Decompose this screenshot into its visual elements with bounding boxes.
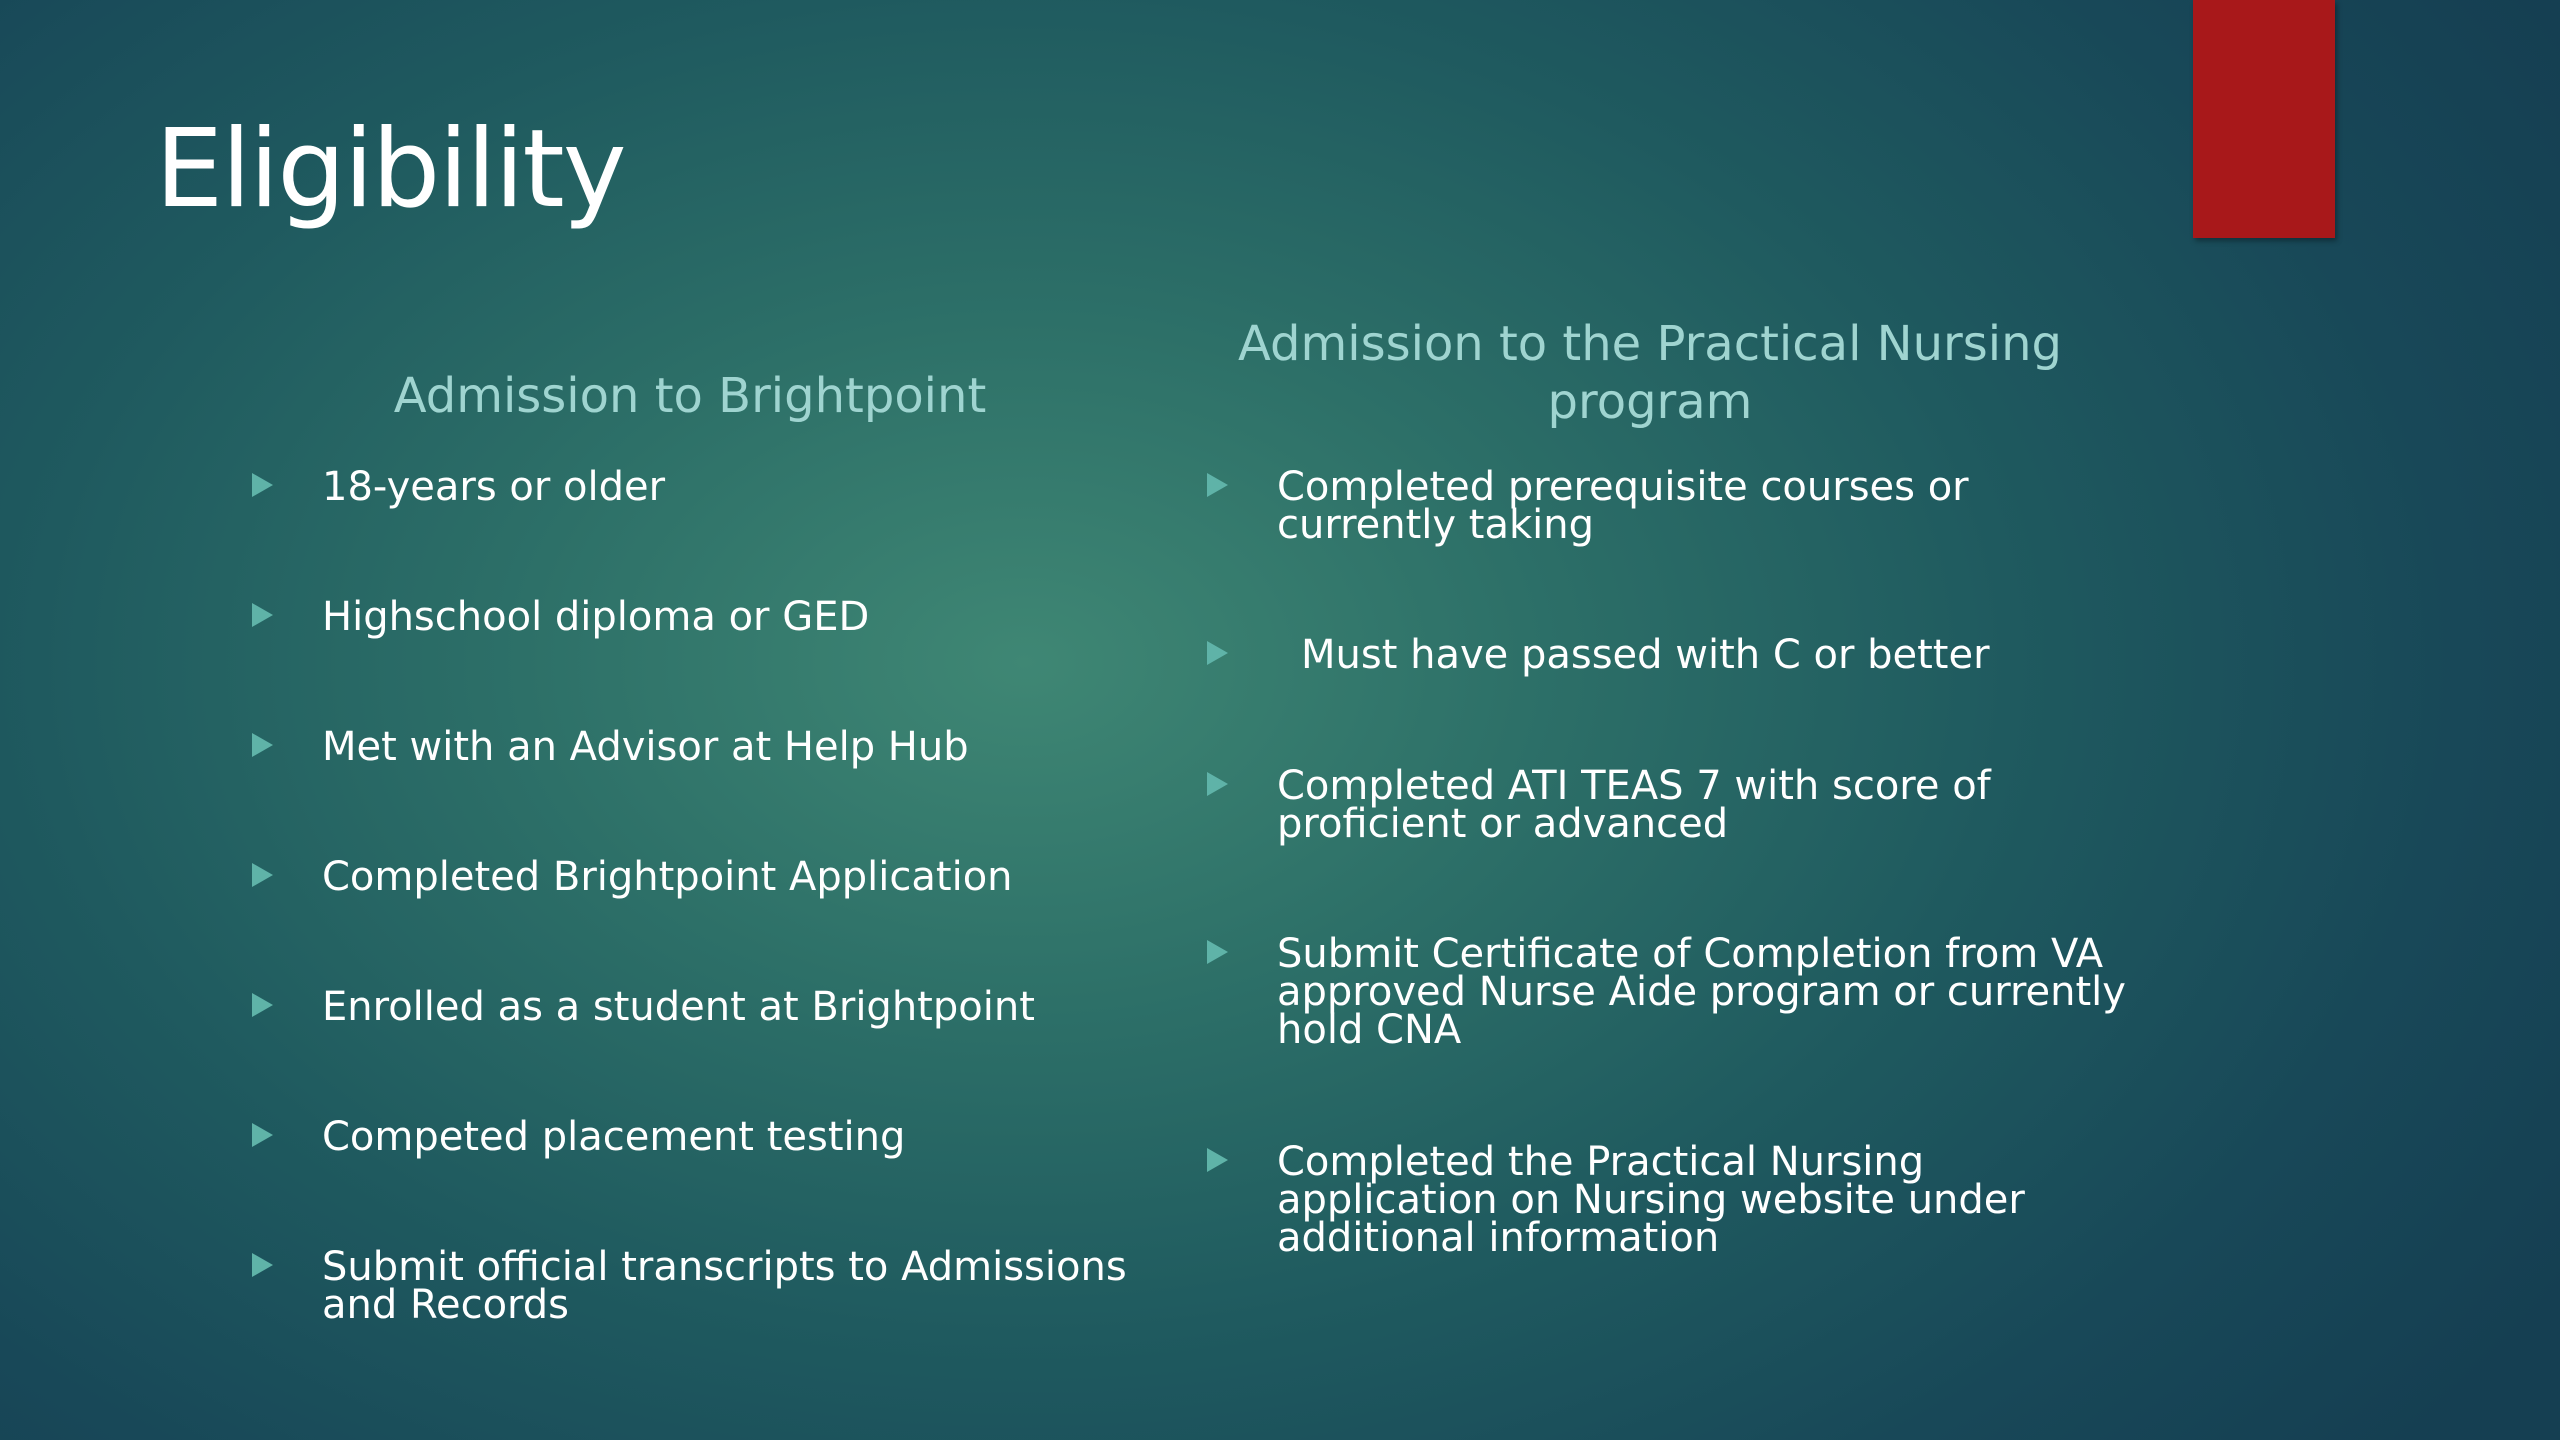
triangle-bullet-icon <box>252 473 273 497</box>
list-item <box>252 854 1152 900</box>
list-item <box>252 1244 1152 1328</box>
triangle-bullet-icon <box>252 603 273 627</box>
list-item <box>1207 1139 2147 1261</box>
list-item <box>252 984 1152 1030</box>
list-item-text: Submit Certificate of Completion from VA approved Nurse Aide program or currently hold CNA <box>1277 931 2126 1053</box>
slide-title: Eligibility <box>155 107 625 232</box>
list-item <box>252 464 1152 510</box>
list-item-text: Competed placement testing <box>322 1114 906 1160</box>
triangle-bullet-icon <box>252 993 273 1017</box>
triangle-bullet-icon <box>1207 473 1228 497</box>
list-item-text: Completed the Practical Nursing application on Nursing website under additional information <box>1277 1139 2025 1261</box>
left-column-heading: Admission to Brightpoint <box>393 368 987 424</box>
list-item <box>252 724 1152 770</box>
list-item <box>1207 632 2147 678</box>
list-item-text: Completed prerequisite courses or currently taking <box>1277 464 1969 548</box>
list-item-text: Submit official transcripts to Admissions and Records <box>322 1244 1127 1328</box>
list-item-text: Must have passed with C or better <box>1301 632 1990 678</box>
list-item-text: 18-years or older <box>322 464 666 510</box>
list-item <box>1207 763 2147 847</box>
list-item <box>252 594 1152 640</box>
list-item-text: Completed ATI TEAS 7 with score of proficient or advanced <box>1277 763 1991 847</box>
list-item <box>252 1114 1152 1160</box>
list-item <box>1207 464 2147 548</box>
triangle-bullet-icon <box>252 733 273 757</box>
list-item-text: Met with an Advisor at Help Hub <box>322 724 969 770</box>
list-item-text: Enrolled as a student at Brightpoint <box>322 984 1035 1030</box>
red-accent-tab <box>2193 0 2335 238</box>
triangle-bullet-icon <box>1207 772 1228 796</box>
list-item-text: Completed Brightpoint Application <box>322 854 1013 900</box>
triangle-bullet-icon <box>1207 641 1228 665</box>
triangle-bullet-icon <box>252 1123 273 1147</box>
triangle-bullet-icon <box>252 863 273 887</box>
list-item <box>1207 931 2147 1053</box>
list-item-text: Highschool diploma or GED <box>322 594 870 640</box>
right-column-heading: Admission to the Practical Nursing program <box>1238 316 2062 430</box>
triangle-bullet-icon <box>1207 1148 1228 1172</box>
triangle-bullet-icon <box>252 1253 273 1277</box>
triangle-bullet-icon <box>1207 940 1228 964</box>
